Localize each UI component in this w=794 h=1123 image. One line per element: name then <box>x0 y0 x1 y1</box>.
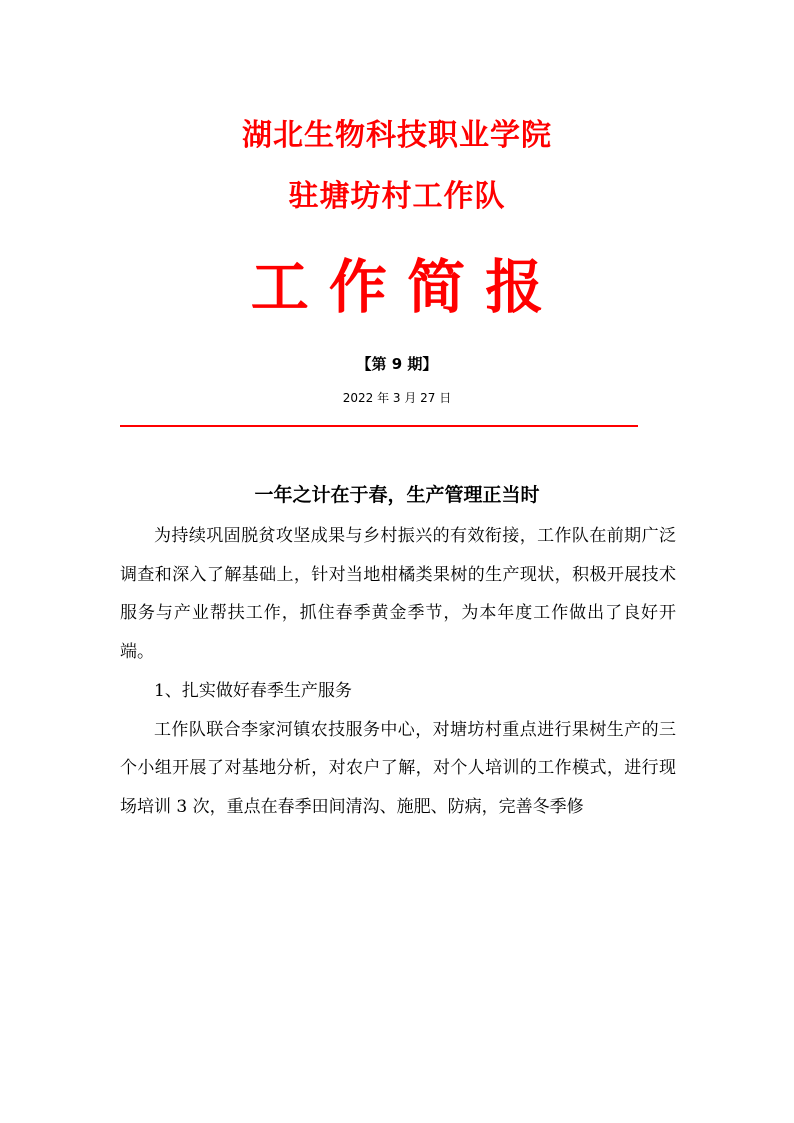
section-heading: 1、扎实做好春季生产服务 <box>154 680 352 701</box>
article-title: 一年之计在于春，生产管理正当时 <box>254 484 540 506</box>
bulletin-title: 工 作 简 报 <box>250 253 544 321</box>
paragraph: 为持续巩固脱贫攻坚成果与乡村振兴的有效衔接，工作队在前期广泛调查和深入了解基础上，针对当地柑橘类果树的生产现状，积极开展技术服务与产业帮扶工作，抓住春季黄金季节，为本年度工作做出了良好开端。 <box>120 526 676 663</box>
issue-number: 【第 9 期】 <box>356 355 438 373</box>
team-name: 驻塘坊村工作队 <box>288 179 506 214</box>
org-name: 湖北生物科技职业学院 <box>242 118 552 153</box>
red-divider <box>120 425 638 427</box>
article-body <box>120 517 676 827</box>
paragraph: 工作队联合李家河镇农技服务中心，对塘坊村重点进行果树生产的三个小组开展了对基地分析，对农户了解，对个人培训的工作模式，进行现场培训 3 次，重点在春季田间清沟、施肥、防病，完善冬季修 <box>120 719 676 817</box>
issue-date: 2022 年 3 月 27 日 <box>342 391 452 405</box>
